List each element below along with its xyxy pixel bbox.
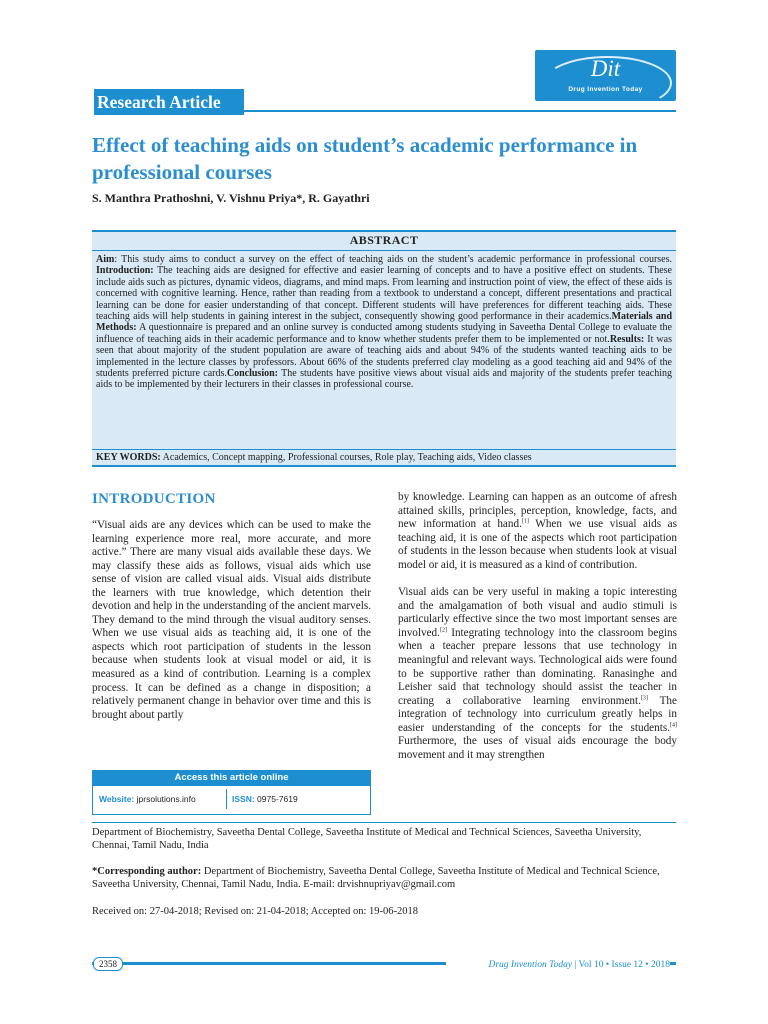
article-type-banner: Research Article: [92, 89, 244, 115]
website-info[interactable]: [99, 794, 196, 804]
aim-label: Aim: [96, 254, 115, 265]
author-list: S. Manthra Prathoshni, V. Vishnu Priya*, R. Gayathri: [92, 191, 370, 205]
keywords-label: KEY WORDS:: [96, 452, 161, 463]
reference-2[interactable]: [2]: [439, 627, 447, 634]
abstract-bottom-rule: [92, 465, 676, 467]
website-value[interactable]: jprsolutions.info: [134, 794, 196, 804]
conclusion-text: The students have positive views about visual aids and majority of the students prefer teaching aids to be implemented by their lecturers in their classes in professional course.: [96, 368, 672, 391]
issn-info: [232, 794, 298, 804]
methods-label: Materials and Methods:: [96, 311, 673, 334]
abstract-top-rule: [92, 230, 676, 232]
access-box-heading: Access this article online: [92, 770, 371, 785]
abstract-text: [96, 254, 672, 391]
access-box-divider: [226, 789, 227, 809]
website-label: Website:: [99, 794, 135, 804]
conclusion-label: Conclusion:: [226, 368, 278, 380]
corresponding-author: [92, 866, 676, 891]
reference-1[interactable]: [1]: [521, 518, 529, 525]
page-number: 2358: [93, 957, 123, 971]
issn-value: 0975-7619: [254, 794, 298, 804]
journal-issue: | Vol 10 • Issue 12 • 2018: [572, 960, 670, 970]
paragraph-text: Furthermore, the uses of visual aids encourage the body movement and it may strengthen: [398, 735, 677, 761]
intro-paragraph-2: [398, 491, 677, 572]
reference-3[interactable]: [3]: [640, 694, 648, 701]
intro-paragraph-1: “Visual aids are any devices which can be used to make the learning experience more real, more accurate, and more active.” There are many visual aids available these days. We may classify these aids as follows, visual aids which use sense of vision are called visual aids. Visual aids distribute the learners with true knowledge, which detention their devotion and help in the understanding of the ancient marvels. They demand to the mind through the visual auditory senses. When we use visual aids as teaching aid, it is one of the aspects which root participation of students in the lesson because when students look at visual model or aid, it is measured as a kind of contribution. Learning is a complex process. It can be defined as a change in disposition; a relatively permanent change in behavior over time and this is brought about partly: [92, 519, 371, 721]
footnote-rule: [92, 822, 676, 823]
keywords-rule: [92, 449, 676, 450]
keywords: [96, 451, 672, 464]
intro-paragraph-3: [398, 586, 677, 762]
introduction-heading: INTRODUCTION: [92, 491, 216, 507]
article-dates: Received on: 27-04-2018; Revised on: 21-04-2018; Accepted on: 19-06-2018: [92, 906, 419, 917]
paragraph-text: Integrating technology into the classroom begins when a teacher prepare lessons that use technology in meaningful and relevant ways. Technological aids were found to be supportive rather than dominating. Ranasinghe and Leisher said that technology should assist the teacher in creating a collaborative learning environment.: [398, 626, 677, 707]
logo-mark: Dit: [590, 56, 621, 81]
results-label: Results:: [609, 333, 645, 345]
journal-logo: [535, 50, 676, 101]
methods-text: A questionnaire is prepared and an online survey is conducted among students studying in Saveetha Dental College to evaluate the influence of teaching aids in their academic performance and to know whether students prefer them to be implemented or not.: [96, 322, 672, 345]
affiliation: Department of Biochemistry, Saveetha Dental College, Saveetha Institute of Medical and Technical Sciences, Saveetha University, Chennai, Tamil Nadu, India: [92, 827, 642, 851]
left-column: [92, 519, 371, 736]
article-title: Effect of teaching aids on student’s academic performance in professional courses: [92, 133, 638, 184]
paragraph-text: When we use visual aids as teaching aid, it is one of the aspects which root participation of students in the lesson because when students look at visual model or aid, it is measured as a kind of contribution.: [398, 518, 677, 571]
keywords-text: Academics, Concept mapping, Professional courses, Role play, Teaching aids, Video classes: [160, 452, 532, 463]
introduction-label: Introduction:: [96, 265, 154, 277]
right-column: [398, 491, 677, 776]
introduction-text: The teaching aids are designed for effective and easier learning of concepts and to have a positive effect on students. These include aids such as pictures, dynamic videos, diagrams, and mind maps. From learning and instruction point of view, the effect of these aids is concerned with cognitive learning. Hence, rather than reading from a textbook to understand a concept, different presentations and practical learning can be done for easier understanding of that concept. Different students will have preferences for different teaching aids. These teaching aids will help students in gaining interest in the subject, consequently showing good performance in their academics.: [96, 265, 672, 323]
journal-name: Drug Invention Today: [488, 960, 573, 970]
issn-label: ISSN:: [232, 794, 255, 804]
reference-4[interactable]: [4]: [670, 722, 677, 729]
paragraph-text: by knowledge. Learning can happen as an outcome of afresh attained skills, principles, perception, knowledge, facts, and new information at hand.: [398, 491, 677, 531]
abstract-heading: ABSTRACT: [349, 233, 419, 247]
journal-citation: [446, 959, 670, 972]
paragraph-text: The integration of technology into curriculum greatly helps in easier understanding of the concepts for the students.: [398, 694, 677, 734]
aim-text: : This study aims to conduct a survey on the effect of teaching aids on the student’s academic performance in professional courses.: [114, 254, 672, 265]
paragraph-text: Visual aids can be very useful in making a topic interesting and the amalgamation of both visual and audio stimuli is particularly effective since the two most important senses are involved.: [398, 586, 677, 639]
abstract-heading-rule: [92, 250, 676, 251]
corresponding-label: *Corresponding author:: [92, 866, 202, 877]
logo-subtitle: Drug Invention Today: [568, 86, 643, 93]
results-text: It was seen that about majority of the student population are aware of teaching aids and about 94% of the students wanted teaching aids to be implemented in the lecture classes by professors. About 66% of the students preferred clay modeling as a good teaching aid and 94% of the students preferred picture cards.: [96, 333, 672, 380]
corresponding-text: Department of Biochemistry, Saveetha Dental College, Saveetha Institute of Medical and Technical Science, Saveetha University, Chennai, Tamil Nadu, India. E-mail: drvishnupriyav@gmail.com: [92, 866, 660, 890]
